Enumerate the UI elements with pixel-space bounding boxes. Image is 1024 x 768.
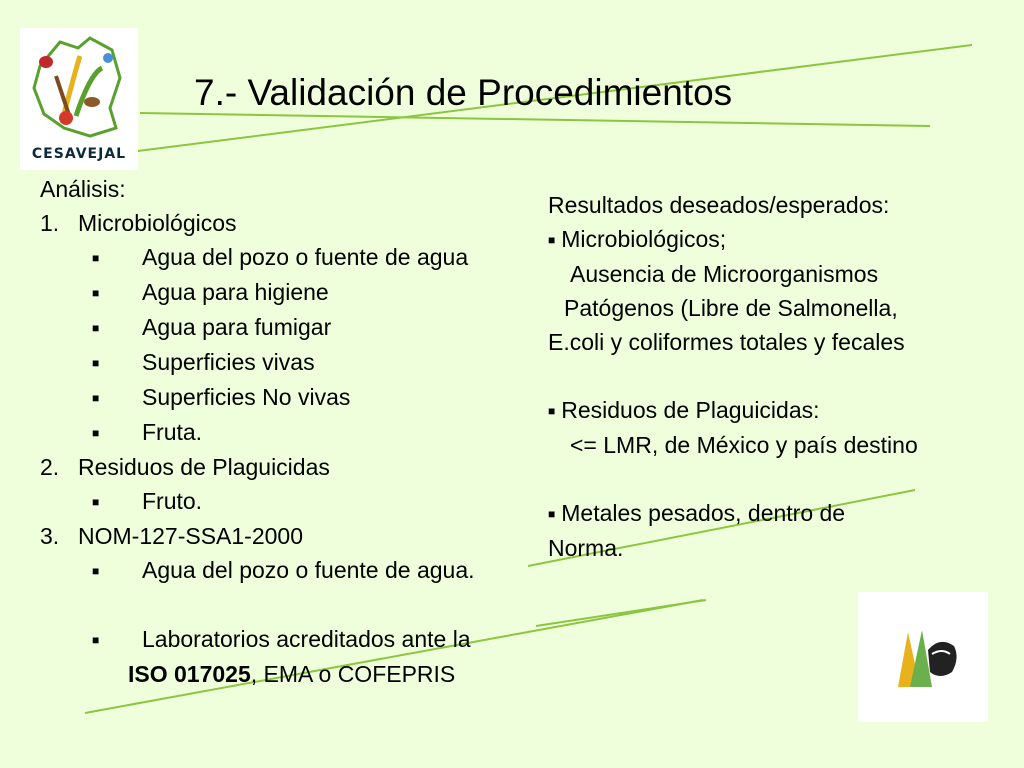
numbered-item (40, 206, 540, 240)
bullet-item (40, 345, 540, 380)
senasica-emblem (858, 592, 988, 722)
filled-square-icon: ■ (92, 286, 100, 300)
micro-line-2: Patógenos (Libre de Salmonella, (564, 295, 898, 321)
analysis-heading: Análisis: (40, 176, 126, 202)
spacer (548, 359, 1018, 393)
filled-square-icon: ■ (92, 391, 100, 405)
bullet-item (40, 310, 540, 345)
cesavejal-emblem (20, 28, 138, 146)
filled-square-icon: ■ (92, 251, 100, 265)
item-number: 3. (40, 523, 60, 549)
bullet-item (548, 496, 1018, 531)
item-label: NOM-127-SSA1-2000 (78, 523, 303, 549)
item-label: Residuos de Plaguicidas (78, 454, 330, 480)
filled-square-icon: ■ (548, 507, 556, 521)
filled-square-icon: ■ (92, 321, 100, 335)
bullet-item (40, 484, 540, 519)
item-number: 2. (40, 454, 60, 480)
page-title: 7.- Validación de Procedimientos (194, 72, 733, 113)
bullet-item (40, 380, 540, 415)
lab-line-1: Laboratorios acreditados ante la (142, 626, 471, 652)
bullet-label: Agua para fumigar (142, 314, 332, 340)
bullet-label: Superficies No vivas (142, 384, 351, 410)
iso-standard: ISO 017025 (128, 661, 251, 687)
bullet-label: Superficies vivas (142, 349, 315, 375)
bullet-item (548, 222, 1018, 257)
resid-label: Residuos de Plaguicidas: (561, 397, 820, 423)
bullet-item (40, 553, 540, 588)
analysis-column (40, 172, 540, 691)
filled-square-icon: ■ (92, 356, 100, 370)
lab-line-2-rest: , EMA o COFEPRIS (250, 661, 456, 687)
resid-line-1: <= LMR, de México y país destino (570, 432, 918, 458)
bullet-item (548, 393, 1018, 428)
item-number: 1. (40, 210, 60, 236)
micro-line-1: Ausencia de Microorganismos (570, 261, 879, 287)
spacer (40, 588, 540, 622)
bullet-item (40, 275, 540, 310)
metal-line-2: Norma. (548, 535, 624, 561)
item-label: Microbiológicos (78, 210, 237, 236)
micro-label: Microbiológicos; (561, 226, 727, 252)
results-column (548, 188, 1018, 565)
cesavejal-logo-text: CESAVEJAL (31, 146, 127, 162)
bullet-item (40, 240, 540, 275)
filled-square-icon: ■ (92, 564, 100, 578)
spacer (548, 462, 1018, 496)
lab-line-2 (40, 657, 540, 691)
filled-square-icon: ■ (548, 233, 556, 247)
results-heading: Resultados deseados/esperados: (548, 192, 890, 218)
bullet-item (40, 622, 540, 657)
filled-square-icon: ■ (548, 404, 556, 418)
micro-line-3: E.coli y coliformes totales y fecales (548, 329, 905, 355)
bullet-label: Agua del pozo o fuente de agua (142, 244, 469, 270)
metal-label: Metales pesados, dentro de (561, 500, 846, 526)
filled-square-icon: ■ (92, 495, 100, 509)
bullet-label: Agua del pozo o fuente de agua. (142, 557, 475, 583)
bullet-label: Fruta. (142, 419, 203, 445)
numbered-item (40, 519, 540, 553)
filled-square-icon: ■ (92, 426, 100, 440)
filled-square-icon: ■ (92, 633, 100, 647)
numbered-item (40, 450, 540, 484)
senasica-logo (858, 592, 988, 722)
bullet-item (40, 415, 540, 450)
cesavejal-logo (20, 28, 138, 170)
bullet-label: Agua para higiene (142, 279, 329, 305)
bullet-label: Fruto. (142, 488, 203, 514)
